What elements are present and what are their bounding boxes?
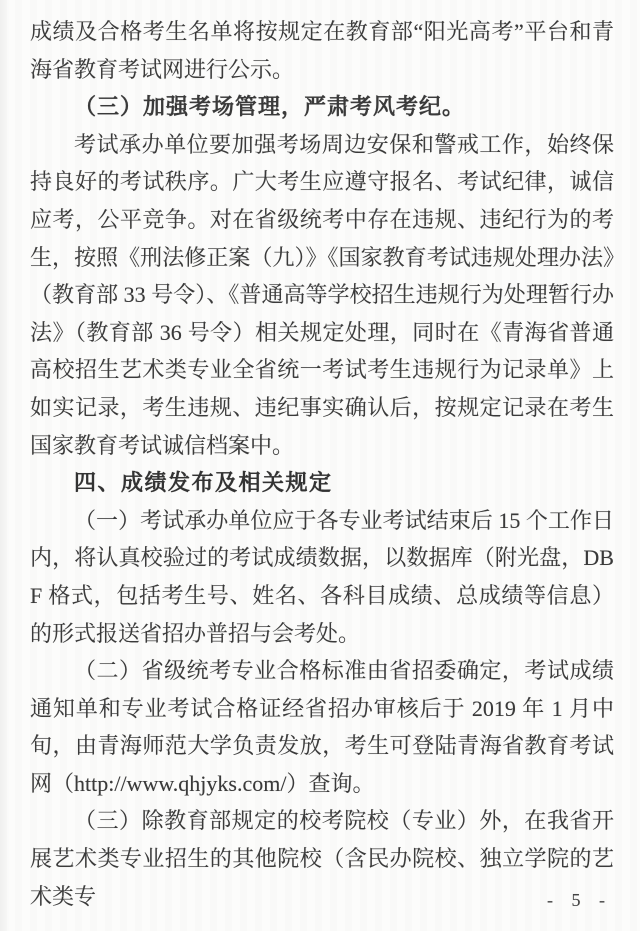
- paragraph-continuation: 成绩及合格考生名单将按规定在教育部“阳光高考”平台和青海省教育考试网进行公示。: [30, 19, 614, 82]
- section-heading-4: 四、成绩发布及相关规定: [74, 470, 333, 496]
- paragraph-score-reporting: （一）考试承办单位应于各专业考试结束后 15 个工作日内，将认真校验过的考试成绩数据，以数据库（附光盘，DBF 格式，包括考生号、姓名、各科目成绩、总成绩等信息）的形式报送省招办普招与会考处。: [30, 507, 614, 646]
- section-subheading-3: （三）加强考场管理，严肃考风考纪。: [74, 94, 466, 120]
- page-number: - 5 -: [547, 890, 612, 910]
- document-body: [30, 13, 614, 915]
- paragraph-exam-discipline: 考试承办单位要加强考场周边安保和警戒工作，始终保持良好的考试秩序。广大考生应遵守报名、考试纪律，诚信应考，公平竞争。对在省级统考中存在违规、违纪行为的考生，按照《刑法修正案（九）》《国家教育考试违规处理办法》（教育部 33 号令）、《普通高等学校招生违规行为处理暂行办法》（教育部 36 号令）相关规定处理，同时在《青海省普通高校招生艺术类专业全省统一考试考生违规行为记录单》上如实记录，考生违规、违纪事实确认后，按规定记录在考生国家教育考试诚信档案中。: [30, 131, 614, 458]
- paragraph-other-colleges: （三）除教育部规定的校考院校（专业）外，在我省开展艺术类专业招生的其他院校（含民办院校、独立学院的艺术类专: [30, 808, 614, 909]
- paragraph-score-release: （二）省级统考专业合格标准由省招委确定，考试成绩通知单和专业考试合格证经省招办审核后于 2019 年 1 月中旬，由青海师范大学负责发放，考生可登陆青海省教育考试网（http://www.qhjyks.com/）查询。: [30, 658, 614, 796]
